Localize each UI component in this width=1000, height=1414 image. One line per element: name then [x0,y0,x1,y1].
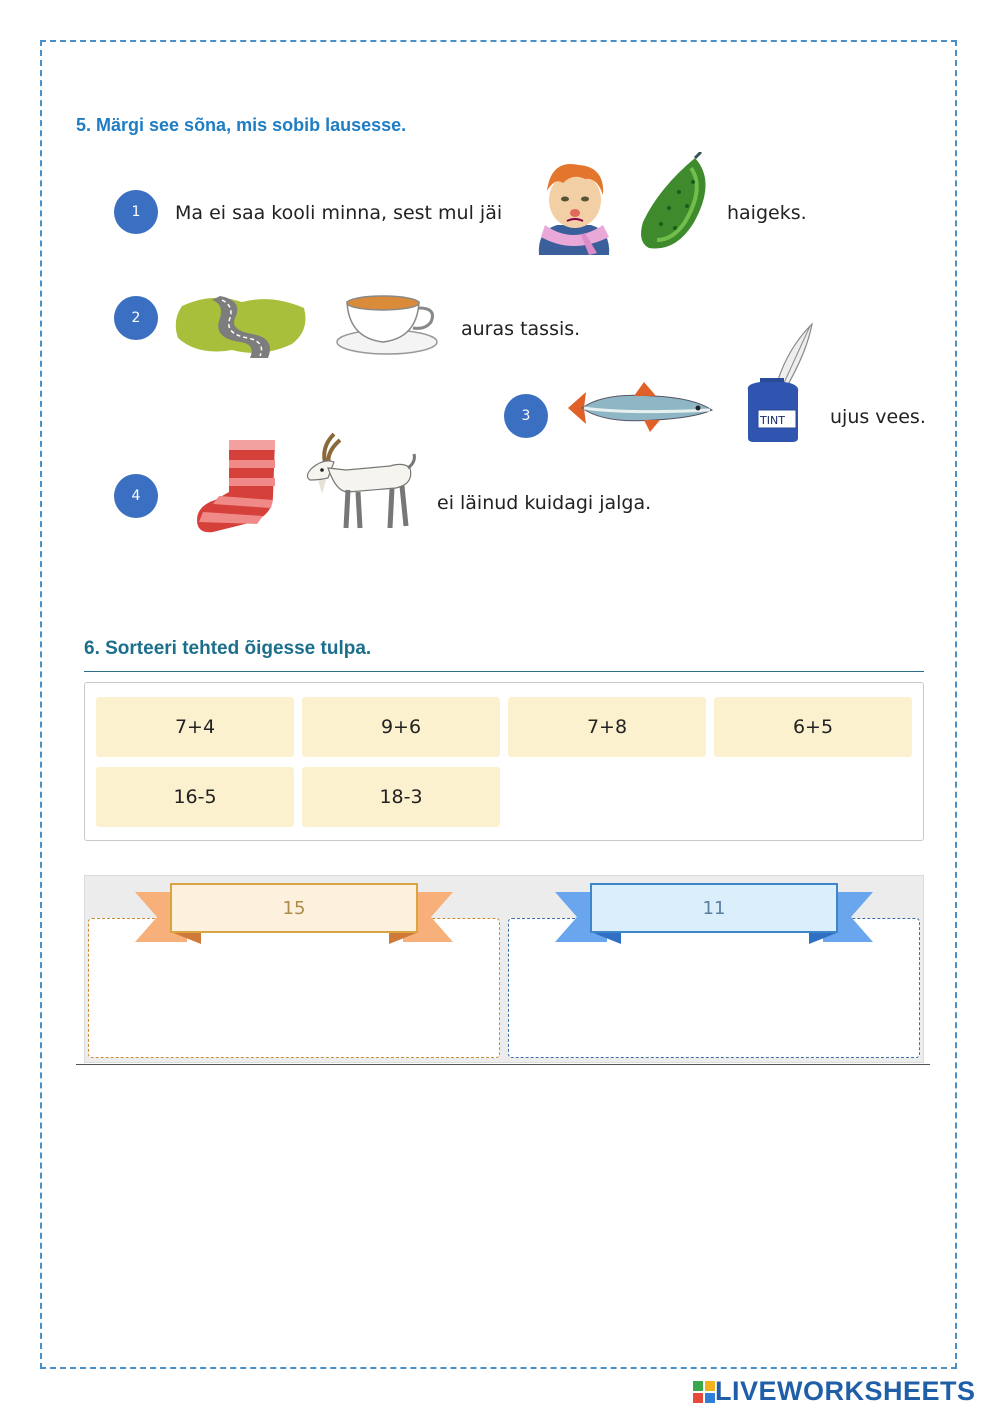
teacup-picture[interactable] [333,292,441,358]
item-4-number: 4 [114,474,158,518]
drag-tile[interactable]: 7+8 [508,697,706,757]
logo-text: LIVEWORKSHEETS [715,1376,976,1406]
item-1-text: Ma ei saa kooli minna, sest mul jäi [175,202,503,224]
liveworksheets-logo [693,1376,976,1407]
drag-tile[interactable]: 9+6 [302,697,500,757]
drag-tile[interactable]: 6+5 [714,697,912,757]
title-underline [84,671,924,672]
item-3-ending: ujus vees. [830,406,926,428]
goat-picture[interactable] [300,428,420,534]
column-header-11: 11 [590,883,838,933]
exercise-6-title: 6. Sorteeri tehted õigesse tulpa. [84,638,372,659]
road-picture[interactable] [172,290,312,360]
item-3-number: 3 [504,394,548,438]
ink-bottle-picture[interactable] [744,322,818,444]
item-2-number: 2 [114,296,158,340]
logo-mark-icon [693,1381,715,1403]
drag-tile[interactable]: 7+4 [96,697,294,757]
sick-boy-picture[interactable] [525,155,621,260]
section-divider [76,1064,930,1065]
item-4-ending: ei läinud kuidagi jalga. [437,492,652,514]
column-header-15: 15 [170,883,418,933]
item-1-number: 1 [114,190,158,234]
ink-bottle-label: TINT [760,414,785,427]
drag-tile[interactable]: 16-5 [96,767,294,827]
exercise-5-title: 5. Märgi see sõna, mis sobib lausesse. [76,115,407,135]
drag-tile[interactable]: 18-3 [302,767,500,827]
cucumber-picture[interactable] [635,152,717,254]
item-1-ending: haigeks. [727,202,807,224]
item-2-ending: auras tassis. [461,318,581,340]
fish-picture[interactable] [564,378,714,436]
sock-picture[interactable] [193,436,283,536]
